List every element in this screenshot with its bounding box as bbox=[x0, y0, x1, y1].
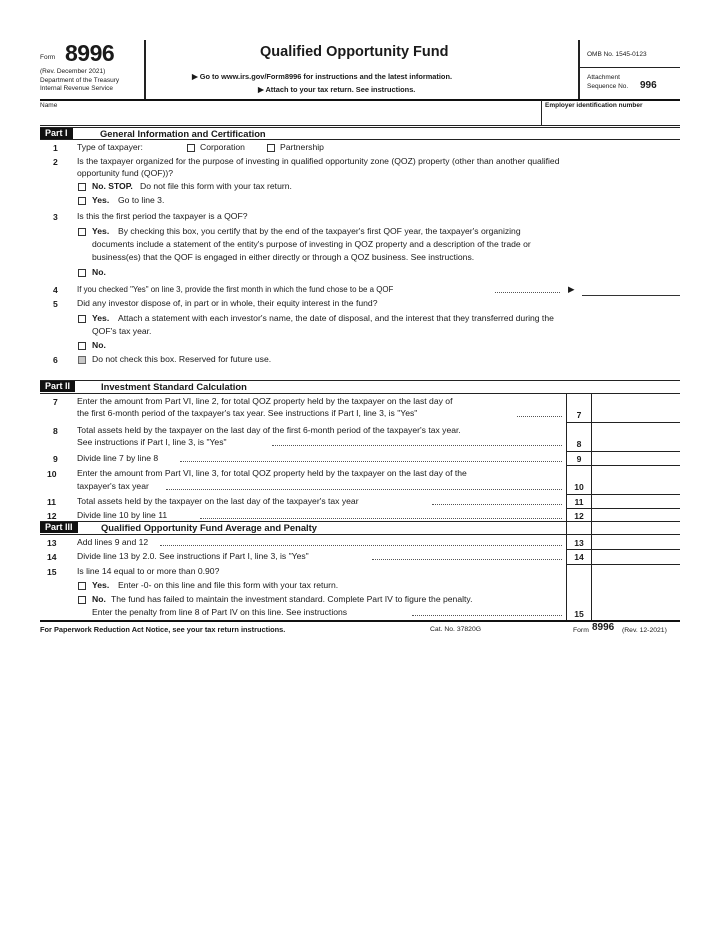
line15-amount[interactable] bbox=[592, 605, 680, 620]
line7-box-number: 7 bbox=[576, 410, 582, 420]
line15-box-number: 15 bbox=[574, 609, 584, 619]
paperwork-notice: For Paperwork Reduction Act Notice, see your tax return instructions. bbox=[40, 625, 286, 634]
line13-leader-dots bbox=[160, 545, 562, 546]
line9-leader-dots bbox=[180, 461, 562, 462]
line14-amount[interactable] bbox=[592, 550, 680, 564]
line2-no-label: No. STOP. bbox=[92, 181, 133, 191]
line1-text: Type of taxpayer: bbox=[77, 142, 143, 152]
line14-leader-dots bbox=[372, 559, 562, 560]
line3-no-label: No. bbox=[92, 267, 106, 277]
line11-box-number: 11 bbox=[574, 497, 584, 507]
line9-text: Divide line 7 by line 8 bbox=[77, 453, 159, 463]
line11-leader-dots bbox=[432, 504, 562, 505]
line8-text-2: See instructions if Part I, line 3, is "Yes" bbox=[77, 437, 227, 447]
line15-no-text-2: Enter the penalty from line 8 of Part IV on this line. See instructions bbox=[92, 607, 348, 617]
line13-text: Add lines 9 and 12 bbox=[77, 537, 149, 547]
line4-text: If you checked "Yes" on line 3, provide the first month in which the fund chose to be a QOF bbox=[77, 285, 394, 294]
line6-text: Do not check this box. Reserved for future use. bbox=[92, 354, 272, 364]
line15-yes-text: Enter -0- on this line and file this form with your tax return. bbox=[118, 580, 339, 590]
line14-text: Divide line 13 by 2.0. See instructions if Part I, line 3, is "Yes" bbox=[77, 551, 309, 561]
corporation-label: Corporation bbox=[200, 142, 245, 152]
line2-text-2: opportunity fund (QOF))? bbox=[77, 168, 174, 178]
instructions-line: ▶ Go to www.irs.gov/Form8996 for instructions and the latest information. bbox=[192, 72, 453, 81]
part3-label: Part III bbox=[40, 522, 78, 533]
line5-yes-text-2: QOF's tax year. bbox=[92, 326, 152, 336]
line15-no-label: No. bbox=[92, 594, 106, 604]
line3-yes-text-1: By checking this box, you certify that by the end of the taxpayer's first QOF year, the taxpayer's organizing bbox=[118, 226, 521, 236]
line10-box-number: 10 bbox=[574, 482, 584, 492]
line3-text: Is this the first period the taxpayer is a QOF? bbox=[77, 211, 248, 221]
line9-rule bbox=[566, 465, 680, 466]
line13-number: 13 bbox=[47, 538, 57, 548]
line7-amount[interactable] bbox=[592, 406, 680, 422]
footer-form-word: Form bbox=[573, 627, 589, 634]
corporation-checkbox[interactable] bbox=[187, 144, 195, 152]
line11-amount[interactable] bbox=[592, 495, 680, 508]
line9-amount[interactable] bbox=[592, 452, 680, 465]
line15-yes-label: Yes. bbox=[92, 580, 110, 590]
line2-text-1: Is the taxpayer organized for the purpose of investing in qualified opportunity zone (QOZ) property (other than another qualified bbox=[77, 156, 560, 166]
line7-number: 7 bbox=[53, 397, 58, 407]
line13-amount[interactable] bbox=[592, 535, 680, 549]
attach-line: ▶ Attach to your tax return. See instructions. bbox=[258, 85, 416, 94]
line7-leader-dots bbox=[517, 416, 562, 417]
catalog-number: Cat. No. 37820G bbox=[430, 626, 482, 633]
part2-title: Investment Standard Calculation bbox=[101, 381, 247, 392]
line3-number: 3 bbox=[53, 212, 58, 222]
line10-leader-dots bbox=[166, 489, 562, 490]
line15-leader-dots bbox=[412, 615, 562, 616]
line6-number: 6 bbox=[53, 355, 58, 365]
line2-yes-label: Yes. bbox=[92, 195, 110, 205]
line4-number: 4 bbox=[53, 285, 58, 295]
line4-month-input[interactable] bbox=[582, 283, 680, 296]
line5-yes-label: Yes. bbox=[92, 313, 110, 323]
form-header bbox=[40, 40, 680, 100]
part2-label: Part II bbox=[40, 381, 75, 392]
name-bottom-rule bbox=[40, 125, 680, 126]
line10-text-1: Enter the amount from Part VI, line 3, for total QOZ property held by the taxpayer on the last day of the bbox=[77, 468, 467, 478]
line5-no-checkbox[interactable] bbox=[78, 342, 86, 350]
department: Department of the Treasury bbox=[40, 77, 120, 84]
line11-text: Total assets held by the taxpayer on the last day of the taxpayer's tax year bbox=[77, 496, 359, 506]
line2-no-checkbox[interactable] bbox=[78, 183, 86, 191]
footer-form-number: 8996 bbox=[592, 622, 615, 633]
line8-box-number: 8 bbox=[576, 439, 582, 449]
line12-text: Divide line 10 by line 11 bbox=[77, 510, 168, 520]
form-word: Form bbox=[40, 54, 56, 61]
agency: Internal Revenue Service bbox=[40, 85, 113, 92]
name-field[interactable] bbox=[40, 100, 540, 125]
partnership-checkbox[interactable] bbox=[267, 144, 275, 152]
line14-number: 14 bbox=[47, 552, 57, 562]
line2-number: 2 bbox=[53, 157, 58, 167]
line6-reserved-checkbox bbox=[78, 356, 86, 364]
form-number: 8996 bbox=[65, 40, 115, 66]
line7-rule bbox=[566, 422, 680, 423]
form-bottom-rule bbox=[40, 620, 680, 622]
line7-text-2: the first 6-month period of the taxpayer's tax year. See instructions if Part I, line 3, is "Yes" bbox=[77, 408, 418, 418]
line3-no-checkbox[interactable] bbox=[78, 269, 86, 277]
line8-text-1: Total assets held by the taxpayer on the last day of the first 6-month period of the taxpayer's tax year. bbox=[77, 425, 461, 435]
line12-leader-dots bbox=[200, 518, 562, 519]
partnership-label: Partnership bbox=[280, 142, 324, 152]
line14-rule bbox=[566, 564, 680, 565]
line5-number: 5 bbox=[53, 299, 58, 309]
ein-field[interactable] bbox=[542, 110, 680, 125]
header-divider-right bbox=[578, 40, 580, 100]
omb-number: OMB No. 1545-0123 bbox=[587, 51, 647, 58]
line1-number: 1 bbox=[53, 143, 58, 153]
ein-label: Employer identification number bbox=[545, 102, 643, 109]
line15-text: Is line 14 equal to or more than 0.90? bbox=[77, 566, 220, 576]
line8-leader-dots bbox=[272, 445, 562, 446]
part3-title-rule bbox=[40, 534, 680, 535]
line8-number: 8 bbox=[53, 426, 58, 436]
line7-text-1: Enter the amount from Part VI, line 2, for total QOZ property held by the taxpayer on the last day of bbox=[77, 396, 453, 406]
line10-amount[interactable] bbox=[592, 479, 680, 494]
line9-box-number: 9 bbox=[576, 454, 582, 464]
line3-yes-checkbox[interactable] bbox=[78, 228, 86, 236]
header-divider-left bbox=[144, 40, 146, 100]
part1-title: General Information and Certification bbox=[100, 128, 266, 139]
line12-number: 12 bbox=[47, 511, 57, 521]
part3-title: Qualified Opportunity Fund Average and Penalty bbox=[101, 522, 317, 533]
line5-yes-text-1: Attach a statement with each investor's name, the date of disposal, and the interest that they transferred during the bbox=[118, 313, 554, 323]
line15-no-checkbox[interactable] bbox=[78, 596, 86, 604]
line5-text: Did any investor dispose of, in part or in whole, their equity interest in the fund? bbox=[77, 298, 378, 308]
line8-amount[interactable] bbox=[592, 436, 680, 451]
header-mid-rule bbox=[578, 67, 680, 68]
line14-box-number: 14 bbox=[574, 552, 584, 562]
line13-box-number: 13 bbox=[574, 538, 584, 548]
line2-yes-text: Go to line 3. bbox=[118, 195, 165, 205]
line10-text-2: taxpayer's tax year bbox=[77, 481, 149, 491]
name-label: Name bbox=[40, 102, 58, 109]
attachment-label: Attachment bbox=[587, 74, 620, 81]
line3-yes-text-3: business(es) that the QOF is engaged in either directly or through a QOZ business. See instructions. bbox=[92, 252, 475, 262]
part2-title-rule bbox=[40, 393, 680, 394]
line10-number: 10 bbox=[47, 469, 57, 479]
line5-yes-checkbox[interactable] bbox=[78, 315, 86, 323]
line15-number: 15 bbox=[47, 567, 57, 577]
line11-number: 11 bbox=[47, 497, 57, 507]
line15-no-text-1: The fund has failed to maintain the investment standard. Complete Part IV to figure the penalty. bbox=[111, 594, 473, 604]
part1-title-rule bbox=[40, 139, 680, 140]
line15-yes-checkbox[interactable] bbox=[78, 582, 86, 590]
line3-yes-text-2: documents include a statement of the entity's purpose of investing in QOZ property and a description of the trade or bbox=[92, 239, 531, 249]
line12-amount[interactable] bbox=[592, 509, 680, 521]
line2-no-text: Do not file this form with your tax return. bbox=[140, 181, 292, 191]
line3-yes-label: Yes. bbox=[92, 226, 110, 236]
line4-arrow: ▶ bbox=[568, 284, 575, 294]
line12-box-number: 12 bbox=[574, 511, 584, 521]
line2-yes-checkbox[interactable] bbox=[78, 197, 86, 205]
footer-revision: (Rev. 12-2021) bbox=[622, 627, 667, 634]
form-title: Qualified Opportunity Fund bbox=[260, 44, 449, 60]
line4-leader-dots bbox=[495, 292, 560, 293]
sequence-label: Sequence No. bbox=[587, 83, 629, 90]
revision-date: (Rev. December 2021) bbox=[40, 68, 106, 75]
line9-number: 9 bbox=[53, 454, 58, 464]
sequence-number: 996 bbox=[640, 80, 657, 91]
line5-no-label: No. bbox=[92, 340, 106, 350]
part1-label: Part I bbox=[40, 128, 73, 139]
